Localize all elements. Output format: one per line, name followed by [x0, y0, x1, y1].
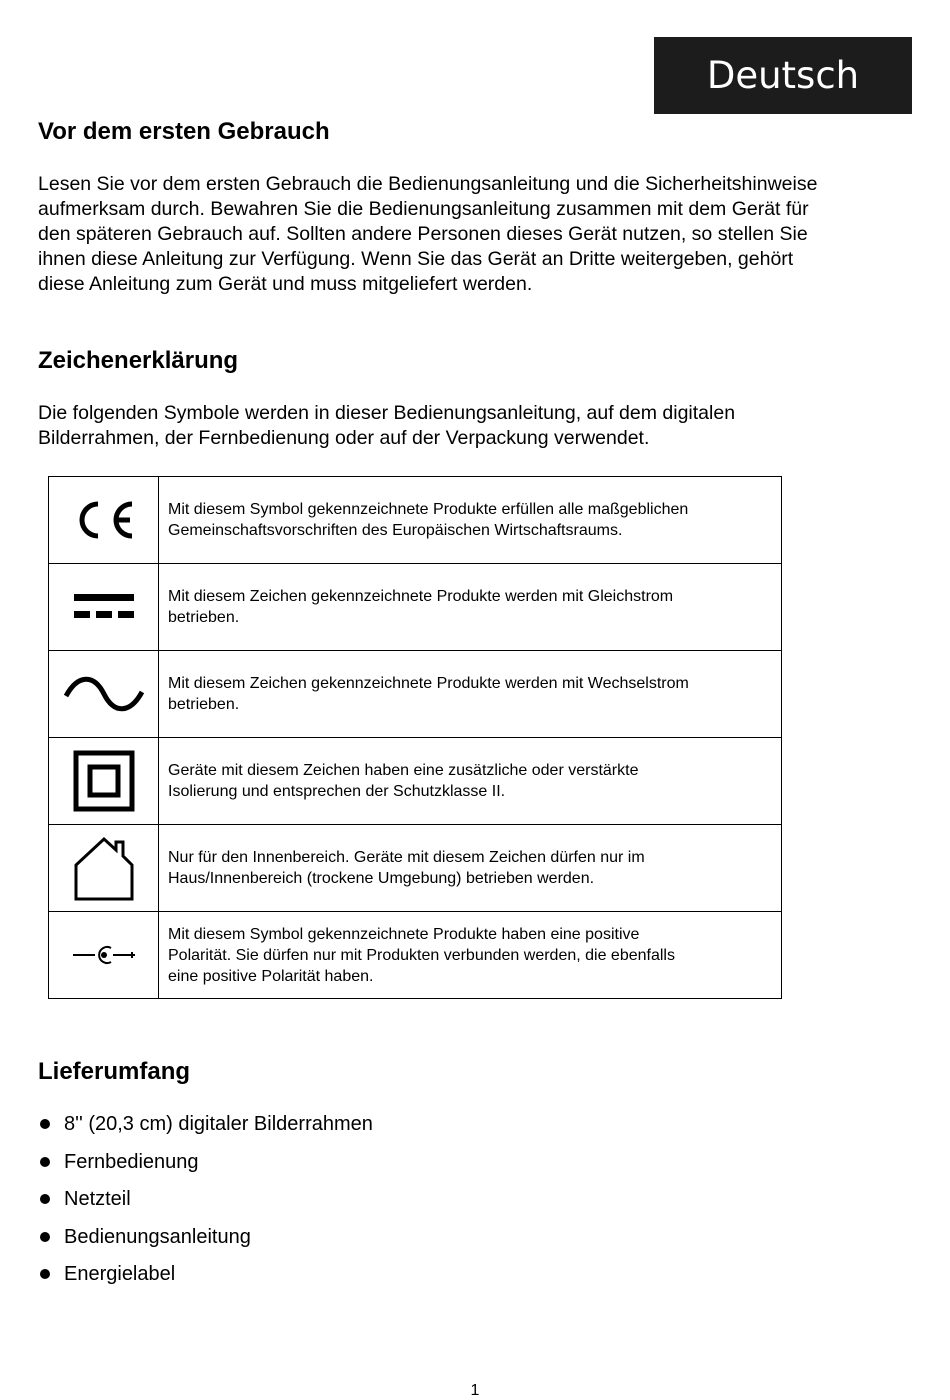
text-line: Isolierung und entsprechen der Schutzklasse II.	[168, 783, 506, 800]
positive-polarity-icon	[71, 944, 137, 966]
symbol-cell	[49, 477, 159, 564]
direct-current-icon	[72, 592, 136, 622]
table-row	[49, 825, 782, 912]
list-item	[38, 1108, 373, 1146]
symbol-cell	[49, 912, 159, 999]
page-number: 1	[470, 1382, 480, 1399]
text-line: Nur für den Innenbereich. Geräte mit diesem Zeichen dürfen nur im	[168, 849, 645, 866]
symbol-description	[159, 738, 782, 825]
bullet-icon	[40, 1194, 50, 1204]
symbol-description	[159, 651, 782, 738]
bullet-icon	[40, 1157, 50, 1167]
text-line: betrieben.	[168, 696, 240, 713]
indoor-use-house-icon	[72, 835, 136, 901]
list-item	[38, 1221, 373, 1259]
table-row	[49, 738, 782, 825]
list-item-label: Netzteil	[64, 1188, 131, 1210]
table-row	[49, 651, 782, 738]
symbol-cell	[49, 738, 159, 825]
table-row	[49, 912, 782, 999]
symbol-cell	[49, 825, 159, 912]
contents-list	[38, 1108, 373, 1296]
text-line: Geräte mit diesem Zeichen haben eine zusätzliche oder verstärkte	[168, 762, 639, 779]
text-line: Mit diesem Symbol gekennzeichnete Produkte erfüllen alle maßgeblichen	[168, 501, 689, 518]
symbol-description	[159, 477, 782, 564]
table-row	[49, 477, 782, 564]
text-line: Lesen Sie vor dem ersten Gebrauch die Bedienungsanleitung und die Sicherheitshinweise	[38, 173, 818, 195]
first-use-paragraph	[38, 172, 918, 297]
list-item-label: Fernbedienung	[64, 1150, 199, 1173]
list-item-label: Energielabel	[64, 1263, 176, 1285]
alternating-current-icon	[64, 676, 144, 712]
list-item-label: 8'' (20,3 cm) digitaler Bilderrahmen	[64, 1113, 373, 1135]
bullet-icon	[40, 1232, 50, 1242]
text-line: Mit diesem Zeichen gekennzeichnete Produkte werden mit Gleichstrom	[168, 588, 674, 605]
language-tab: Deutsch	[654, 37, 912, 114]
ce-mark-icon	[72, 498, 136, 542]
list-item-label: Bedienungsanleitung	[64, 1225, 251, 1248]
symbols-table	[48, 476, 782, 999]
text-line: aufmerksam durch. Bewahren Sie die Bedienungsanleitung zusammen mit dem Gerät für	[38, 198, 809, 220]
symbol-description	[159, 825, 782, 912]
bullet-icon	[40, 1119, 50, 1129]
text-line: Bilderrahmen, der Fernbedienung oder auf der Verpackung verwendet.	[38, 427, 650, 449]
text-line: Die folgenden Symbole werden in dieser Bedienungsanleitung, auf dem digitalen	[38, 402, 736, 424]
text-line: Mit diesem Zeichen gekennzeichnete Produkte werden mit Wechselstrom	[168, 675, 689, 692]
list-item	[38, 1183, 373, 1221]
text-line: den späteren Gebrauch auf. Sollten andere Personen dieses Gerät nutzen, so stellen Sie	[38, 223, 808, 245]
heading-contents: Lieferumfang	[38, 1058, 191, 1085]
list-item	[38, 1258, 373, 1296]
text-line: betrieben.	[168, 609, 240, 626]
text-line: ihnen diese Anleitung zur Verfügung. Wenn Sie das Gerät an Dritte weitergeben, gehört	[38, 248, 794, 270]
heading-symbols: Zeichenerklärung	[38, 347, 239, 374]
text-line: Haus/Innenbereich (trockene Umgebung) betrieben werden.	[168, 870, 595, 887]
text-line: Mit diesem Symbol gekennzeichnete Produkte haben eine positive	[168, 925, 640, 943]
symbol-cell	[49, 564, 159, 651]
text-line: eine positive Polarität haben.	[168, 967, 374, 985]
bullet-icon	[40, 1269, 50, 1279]
symbols-intro-paragraph	[38, 401, 918, 451]
text-line: Polarität. Sie dürfen nur mit Produkten verbunden werden, die ebenfalls	[168, 946, 675, 964]
text-line: Gemeinschaftsvorschriften des Europäischen Wirtschaftsraums.	[168, 522, 623, 539]
symbol-cell	[49, 651, 159, 738]
table-row	[49, 564, 782, 651]
protection-class-ii-icon	[73, 750, 135, 812]
heading-first-use: Vor dem ersten Gebrauch	[38, 118, 330, 145]
text-line: diese Anleitung zum Gerät und muss mitgeliefert werden.	[38, 273, 533, 295]
symbol-description	[159, 564, 782, 651]
list-item	[38, 1146, 373, 1184]
symbol-description	[159, 912, 782, 999]
